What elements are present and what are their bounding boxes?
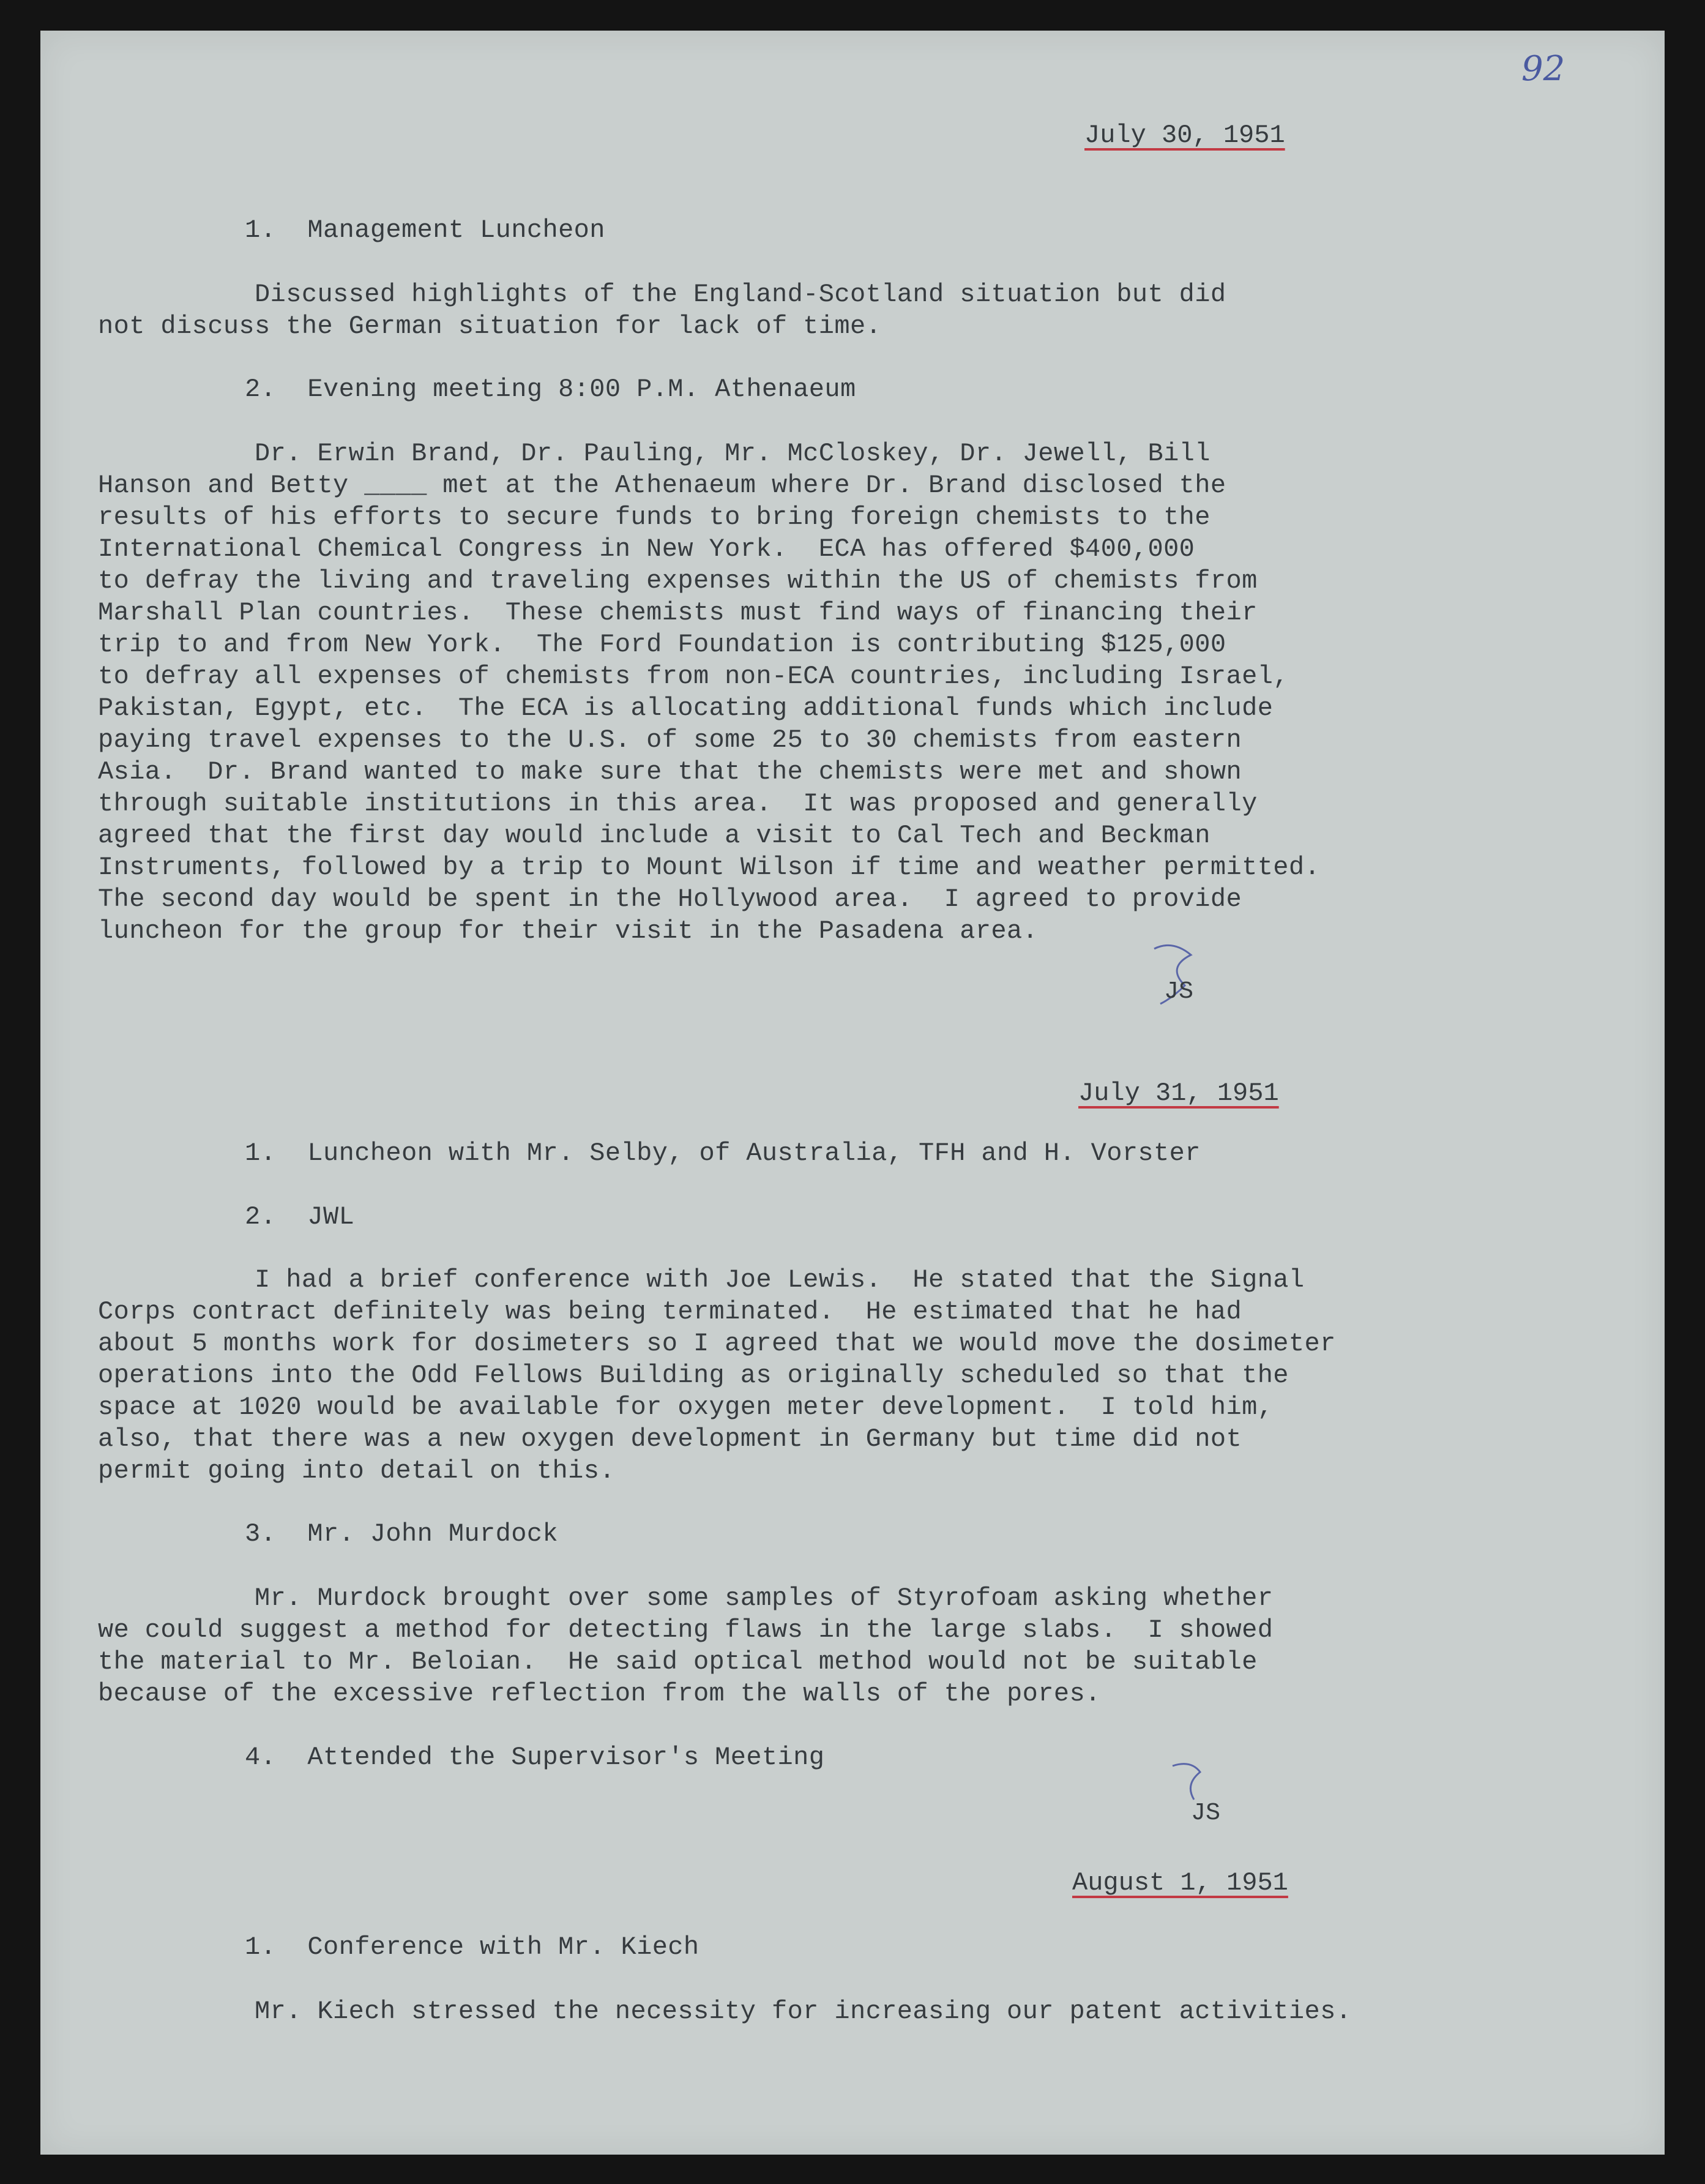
- paragraph-line: Mr. Murdock brought over some samples of Styrofoam asking whether: [98, 1584, 1274, 1613]
- paragraph-line: operations into the Odd Fellows Building as originally scheduled so that the: [98, 1361, 1289, 1390]
- paragraph-line: Discussed highlights of the England-Scotland situation but did: [98, 280, 1226, 309]
- entry-date: July 30, 1951: [1084, 121, 1285, 150]
- paragraph-line: through suitable institutions in this area. It was proposed and generally: [98, 789, 1258, 818]
- item-heading: 2. JWL: [245, 1202, 355, 1232]
- paragraph-line: permit going into detail on this.: [98, 1456, 615, 1486]
- item-heading: 1. Luncheon with Mr. Selby, of Australia, TFH and H. Vorster: [245, 1139, 1201, 1168]
- paragraph-line: not discuss the German situation for lack of time.: [98, 312, 882, 341]
- paragraph-line: also, that there was a new oxygen development in Germany but time did not: [98, 1424, 1242, 1454]
- item-heading: 3. Mr. John Murdock: [245, 1519, 559, 1549]
- bleed-through-shadow: [1466, 655, 1650, 998]
- paragraph-line: Instruments, followed by a trip to Mount Wilson if time and weather permitted.: [98, 853, 1321, 882]
- paragraph-line: about 5 months work for dosimeters so I agreed that we would move the dosimeter: [98, 1329, 1336, 1358]
- item-heading: 1. Management Luncheon: [245, 215, 605, 245]
- paragraph-line: because of the excessive reflection from the walls of the pores.: [98, 1679, 1101, 1708]
- paragraph-line: Corps contract definitely was being terminated. He estimated that he had: [98, 1297, 1242, 1326]
- paragraph-line: I had a brief conference with Joe Lewis. He stated that the Signal: [98, 1265, 1305, 1295]
- paragraph-line: luncheon for the group for their visit in the Pasadena area.: [98, 916, 1039, 946]
- paragraph-line: space at 1020 would be available for oxygen meter development. I told him,: [98, 1393, 1274, 1422]
- paragraph-line: agreed that the first day would include a visit to Cal Tech and Beckman: [98, 821, 1211, 850]
- initials: JS: [1164, 978, 1194, 1006]
- paragraph-line: Dr. Erwin Brand, Dr. Pauling, Mr. McCloskey, Dr. Jewell, Bill: [98, 439, 1211, 468]
- paragraph-line: we could suggest a method for detecting flaws in the large slabs. I showed: [98, 1615, 1274, 1645]
- item-heading: 4. Attended the Supervisor's Meeting: [245, 1743, 825, 1772]
- page-number: 92: [1521, 49, 1565, 89]
- item-heading: 1. Conference with Mr. Kiech: [245, 1932, 700, 1962]
- paragraph-line: International Chemical Congress in New York. ECA has offered $400,000: [98, 534, 1195, 564]
- paragraph-line: Mr. Kiech stressed the necessity for increasing our patent activities.: [98, 1997, 1352, 2026]
- paragraph-line: to defray the living and traveling expenses within the US of chemists from: [98, 566, 1258, 596]
- paragraph-line: Marshall Plan countries. These chemists must find ways of financing their: [98, 598, 1258, 627]
- paragraph-line: paying travel expenses to the U.S. of some 25 to 30 chemists from eastern: [98, 725, 1242, 755]
- typewritten-page: [40, 31, 1665, 2155]
- paragraph-line: results of his efforts to secure funds to bring foreign chemists to the: [98, 503, 1211, 532]
- paragraph-line: Hanson and Betty ____ met at the Athenaeum where Dr. Brand disclosed the: [98, 471, 1226, 500]
- entry-date: July 31, 1951: [1078, 1079, 1279, 1108]
- paragraph-line: Asia. Dr. Brand wanted to make sure that the chemists were met and shown: [98, 757, 1242, 787]
- paragraph-line: to defray all expenses of chemists from non-ECA countries, including Israel,: [98, 662, 1289, 691]
- paragraph-line: trip to and from New York. The Ford Foundation is contributing $125,000: [98, 630, 1226, 659]
- entry-date: August 1, 1951: [1072, 1868, 1288, 1898]
- item-heading: 2. Evening meeting 8:00 P.M. Athenaeum: [245, 375, 856, 404]
- paragraph-line: the material to Mr. Beloian. He said optical method would not be suitable: [98, 1647, 1258, 1677]
- paragraph-line: The second day would be spent in the Hollywood area. I agreed to provide: [98, 884, 1242, 914]
- paragraph-line: Pakistan, Egypt, etc. The ECA is allocating additional funds which include: [98, 694, 1274, 723]
- initials: JS: [1191, 1800, 1221, 1827]
